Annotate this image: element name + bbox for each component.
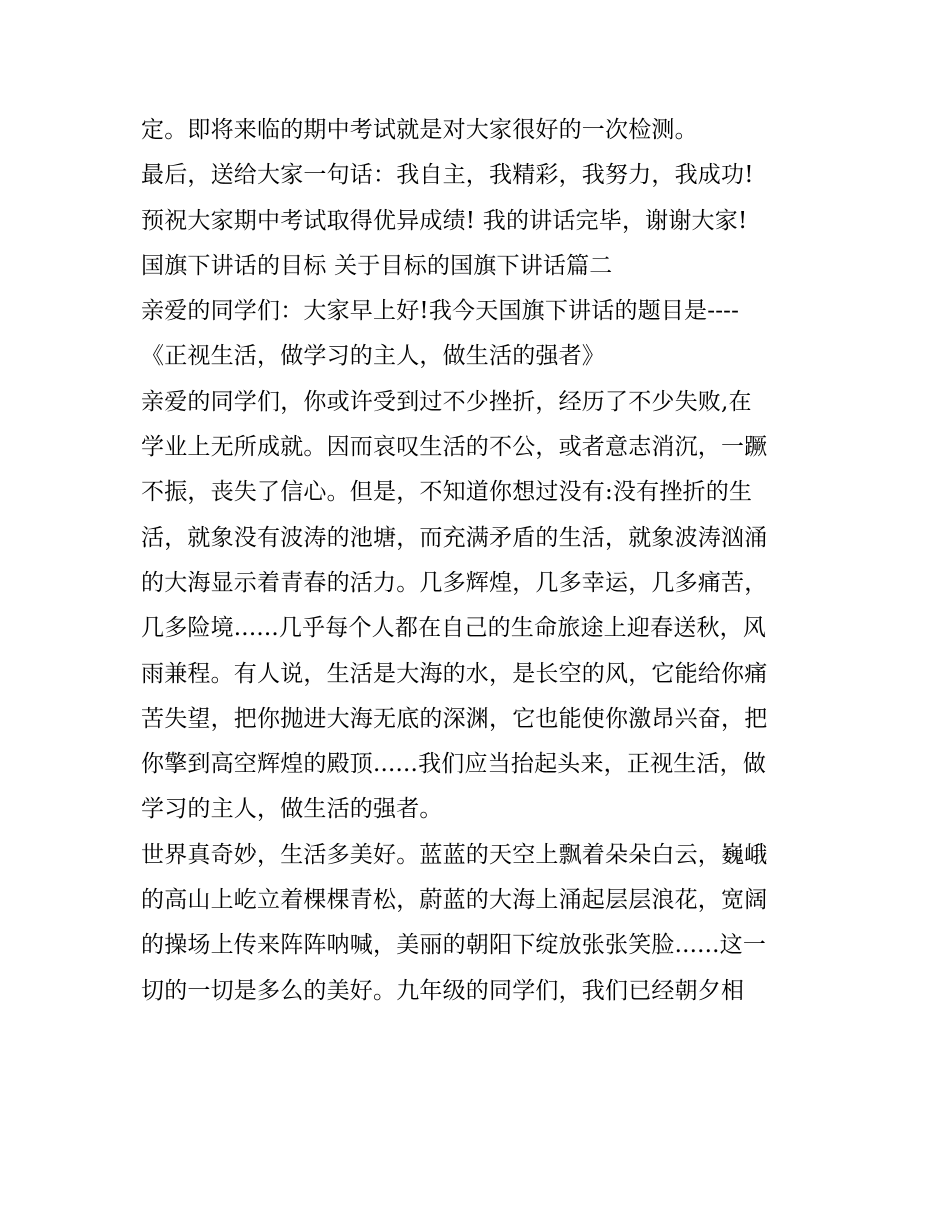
text-line: 切的一切是多么的美好。九年级的同学们，我们已经朝夕相 bbox=[141, 977, 745, 1004]
text-line: 学习的主人，做生活的强者。 bbox=[141, 796, 443, 823]
text-line: 学业上无所成就。因而哀叹生活的不公，或者意志消沉，一蹶 bbox=[141, 434, 768, 461]
text-line: 苦失望，把你抛进大海无底的深渊，它也能使你激昂兴奋，把 bbox=[141, 705, 768, 732]
text-line: 不振，丧失了信心。但是，不知道你想过没有:没有挫折的生 bbox=[141, 479, 753, 506]
section-heading: 国旗下讲话的目标 关于目标的国旗下讲话篇二 bbox=[141, 252, 613, 279]
speech-text-body bbox=[141, 108, 821, 1014]
text-line: 几多险境......几乎每个人都在自己的生命旅途上迎春送秋，风 bbox=[141, 615, 767, 642]
text-line: 的操场上传来阵阵呐喊，美丽的朝阳下绽放张张笑脸......这一 bbox=[141, 932, 767, 959]
text-line: 活，就象没有波涛的池塘，而充满矛盾的生活，就象波涛汹涌 bbox=[141, 524, 768, 551]
text-line: 的高山上屹立着棵棵青松，蔚蓝的大海上涌起层层浪花，宽阔 bbox=[141, 887, 768, 914]
text-line: 雨兼程。有人说，生活是大海的水，是长空的风，它能给你痛 bbox=[141, 660, 768, 687]
text-line: 定。即将来临的期中考试就是对大家很好的一次检测。 bbox=[141, 117, 698, 143]
text-line: 亲爱的同学们：大家早上好!我今天国旗下讲话的题目是---- bbox=[141, 298, 740, 325]
text-line: 亲爱的同学们，你或许受到过不少挫折，经历了不少失败,在 bbox=[141, 388, 752, 415]
text-line: 的大海显示着青春的活力。几多辉煌，几多幸运，几多痛苦， bbox=[141, 569, 768, 596]
text-line: 你擎到高空辉煌的殿顶......我们应当抬起头来，正视生活，做 bbox=[141, 751, 767, 778]
text-line: 世界真奇妙，生活多美好。蓝蓝的天空上飘着朵朵白云，巍峨 bbox=[141, 841, 768, 868]
speech-title: 《正视生活，做学习的主人，做生活的强者》 bbox=[141, 343, 605, 370]
text-line: 最后，送给大家一句话：我自主，我精彩，我努力，我成功! bbox=[141, 162, 754, 189]
text-line: 预祝大家期中考试取得优异成绩! 我的讲话完毕，谢谢大家! bbox=[141, 207, 748, 234]
